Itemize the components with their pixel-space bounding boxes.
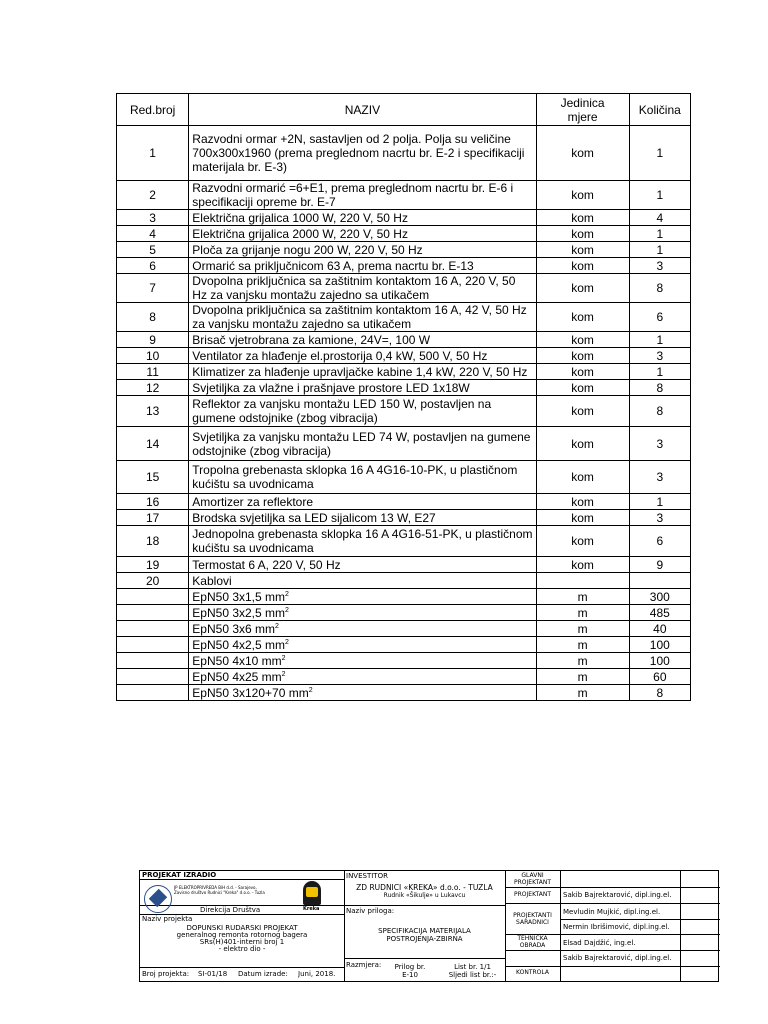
projektant-label: PROJEKTANT: [514, 891, 551, 898]
cable-no: [117, 637, 189, 653]
table-row: [117, 510, 691, 526]
cable-sup: 2: [285, 606, 289, 614]
row-qty: 3: [629, 427, 690, 461]
row-unit: [536, 573, 629, 589]
cable-name: [189, 589, 536, 605]
projekat-izradio-label: PROJEKAT IZRADIO: [142, 871, 217, 879]
specification-table: [116, 93, 691, 701]
row-qty: 6: [629, 303, 690, 332]
cable-name: [189, 685, 536, 701]
row-name: Električna grijalica 2000 W, 220 V, 50 Hz: [189, 226, 536, 242]
row-qty: 6: [629, 526, 690, 557]
cable-name: [189, 669, 536, 685]
row-name: Ormarić sa priključnicom 63 A, prema nacrtu br. E-13: [189, 258, 536, 274]
cable-name-text: EpN50 3x120+70 mm: [192, 685, 309, 700]
row-unit: kom: [536, 557, 629, 573]
row-no: 13: [117, 396, 189, 427]
row-qty: 1: [629, 226, 690, 242]
investitor-line2: Rudnik «Šikulje» u Lukavcu: [383, 892, 466, 899]
row-unit: kom: [536, 181, 629, 210]
cable-qty: 100: [629, 637, 690, 653]
cable-name-text: EpN50 4x2,5 mm: [192, 637, 286, 652]
row-qty: 1: [629, 332, 690, 348]
cable-no: [117, 685, 189, 701]
cable-qty: 60: [629, 669, 690, 685]
project-line4: - elektro dio -: [218, 945, 266, 953]
row-qty: 8: [629, 380, 690, 396]
row-unit: kom: [536, 427, 629, 461]
glavni-projektant-label: GLAVNI PROJEKTANT: [514, 872, 551, 886]
cable-row: [117, 685, 691, 701]
row-unit: kom: [536, 494, 629, 510]
row-no: 17: [117, 510, 189, 526]
row-qty: 1: [629, 494, 690, 510]
table-row: [117, 242, 691, 258]
saradnik1-name: Mevludin Mujkić, dipl.ing.el.: [563, 908, 661, 916]
cable-name-text: EpN50 3x2,5 mm: [192, 605, 286, 620]
row-qty: [629, 573, 690, 589]
row-no: 20: [117, 573, 189, 589]
row-unit: kom: [536, 364, 629, 380]
prilog-line1: SPECIFIKACIJA MATERIJALA: [378, 927, 471, 935]
header-no: Red.broj: [117, 94, 189, 126]
table-row: [117, 364, 691, 380]
row-name: Električna grijalica 1000 W, 220 V, 50 Hz: [189, 210, 536, 226]
prilog-line2: POSTROJENJA-ZBIRNA: [386, 935, 463, 943]
tehnicka-name: Elsad Dajdžić, ing.el.: [563, 939, 636, 947]
cable-sup: 2: [285, 638, 289, 646]
kreka-logo: [303, 881, 321, 905]
table-row: [117, 126, 691, 181]
cable-sup: 2: [281, 670, 286, 678]
cable-qty: 485: [629, 605, 690, 621]
cable-row: [117, 605, 691, 621]
datum-value: Juni, 2018.: [298, 970, 336, 978]
row-name: Razvodni ormarić =6+E1, prema preglednom nacrtu br. E-6 i specifikaciji opreme br. E-7: [189, 181, 536, 210]
company-line1: JP ELEKTROPRIVREDA BiH d.d. - Sarajevo,: [174, 885, 257, 890]
row-name: Termostat 6 A, 220 V, 50 Hz: [189, 557, 536, 573]
row-no: 2: [117, 181, 189, 210]
cable-no: [117, 653, 189, 669]
row-unit: kom: [536, 510, 629, 526]
row-unit: kom: [536, 303, 629, 332]
row-qty: 3: [629, 348, 690, 364]
header-unit: [536, 94, 629, 126]
investitor-line1: ZD RUDNICI «KREKA» d.o.o. - TUZLA: [356, 884, 493, 892]
cable-no: [117, 589, 189, 605]
table-row: [117, 303, 691, 332]
row-unit: kom: [536, 242, 629, 258]
table-row: [117, 380, 691, 396]
cable-sup: 2: [281, 654, 286, 662]
investitor-label: INVESTITOR: [346, 872, 388, 880]
row-unit: kom: [536, 348, 629, 364]
row-qty: 1: [629, 126, 690, 181]
row-qty: 3: [629, 510, 690, 526]
row-unit: kom: [536, 380, 629, 396]
row-name: Kablovi: [189, 573, 536, 589]
cable-name: [189, 621, 536, 637]
table-row: [117, 181, 691, 210]
cable-unit: m: [536, 589, 629, 605]
row-no: 7: [117, 274, 189, 303]
company-line2: Zavisno društvo Rudnici "Kreka" d.o.o. - Tuzla: [174, 890, 265, 895]
row-no: 5: [117, 242, 189, 258]
table-row: [117, 348, 691, 364]
row-name: Reflektor za vanjsku montažu LED 150 W, postavljen na gumene odstojnike (zbog vibracija): [189, 396, 536, 427]
cable-unit: m: [536, 653, 629, 669]
cable-unit: m: [536, 669, 629, 685]
row-qty: 3: [629, 461, 690, 494]
cable-name: [189, 653, 536, 669]
tehnicka-obrada-label: TEHNIČKA OBRADA: [517, 935, 548, 949]
row-name: Brisač vjetrobrana za kamione, 24V=, 100 W: [189, 332, 536, 348]
prilog-br: [390, 963, 430, 979]
table-row: [117, 396, 691, 427]
saradnik2-name: Nermin Ibrišimović, dipl.ing.el.: [563, 923, 670, 931]
table-row: [117, 573, 691, 589]
project-line1: DOPUNSKI RUDARSKI PROJEKAT: [186, 925, 298, 932]
cable-no: [117, 669, 189, 685]
kontrola-name: Sakib Bajrektarović, dipl.ing.el.: [563, 954, 672, 962]
row-qty: 1: [629, 364, 690, 380]
cable-qty: 8: [629, 685, 690, 701]
row-qty: 9: [629, 557, 690, 573]
cable-row: [117, 637, 691, 653]
ep-logo: [144, 885, 172, 913]
row-no: 18: [117, 526, 189, 557]
cable-sup: 2: [308, 686, 313, 694]
investitor-name: [344, 884, 505, 900]
row-qty: 4: [629, 210, 690, 226]
row-qty: 1: [629, 181, 690, 210]
cable-unit: m: [536, 605, 629, 621]
row-no: 14: [117, 427, 189, 461]
table-row: [117, 274, 691, 303]
header-qty: Količina: [629, 94, 690, 126]
header-unit-line1: Jedinica: [560, 95, 605, 110]
sljedi-list: Sljedi list br.:-: [448, 971, 497, 979]
row-unit: kom: [536, 274, 629, 303]
row-unit: kom: [536, 126, 629, 181]
row-no: 8: [117, 303, 189, 332]
table-row: [117, 210, 691, 226]
cable-row: [117, 653, 691, 669]
list-info: [440, 963, 505, 979]
datum-label: Datum izrade:: [238, 970, 288, 978]
kreka-logo-text: Kreka: [303, 906, 320, 912]
table-row: [117, 332, 691, 348]
row-qty: 1: [629, 242, 690, 258]
table-header-row: [117, 94, 691, 126]
list-br: List br. 1/1: [454, 963, 491, 971]
row-unit: kom: [536, 396, 629, 427]
header-unit-line2: mjere: [567, 109, 598, 124]
table-row: [117, 226, 691, 242]
row-no: 11: [117, 364, 189, 380]
naziv-projekta-label: Naziv projekta: [142, 915, 193, 923]
company-name: [174, 885, 302, 895]
prilog-br-label: Prilog br.: [394, 963, 426, 971]
table-row: [117, 461, 691, 494]
row-no: 6: [117, 258, 189, 274]
cable-row: [117, 669, 691, 685]
kontrola-label: KONTROLA: [516, 969, 549, 976]
row-name: Razvodni ormar +2N, sastavljen od 2 polja. Polja su veličine 700x300x1960 (prema preglednom nacrtu br. E-2 i specifikaciji materijala br. E-3): [189, 126, 536, 181]
projektanti-saradnici-label: PROJEKTANTI SARADNICI: [513, 912, 552, 926]
cable-no: [117, 605, 189, 621]
row-name: Klimatizer za hlađenje upravljačke kabine 1,4 kW, 220 V, 50 Hz: [189, 364, 536, 380]
row-unit: kom: [536, 461, 629, 494]
row-name: Brodska svjetiljka sa LED sijalicom 13 W, E27: [189, 510, 536, 526]
row-name: Amortizer za reflektore: [189, 494, 536, 510]
project-line3: SRs(H)401-interni broj 1: [199, 938, 285, 946]
row-qty: 8: [629, 274, 690, 303]
project-name: [140, 925, 344, 953]
cable-row: [117, 589, 691, 605]
row-unit: kom: [536, 210, 629, 226]
row-no: 16: [117, 494, 189, 510]
row-name: Svjetiljka za vlažne i prašnjave prostore LED 1x18W: [189, 380, 536, 396]
cable-qty: 300: [629, 589, 690, 605]
cable-no: [117, 621, 189, 637]
row-unit: kom: [536, 332, 629, 348]
cable-unit: m: [536, 621, 629, 637]
cable-row: [117, 621, 691, 637]
project-line2: generalnog remonta rotornog bagera: [176, 931, 308, 939]
row-no: 19: [117, 557, 189, 573]
row-no: 10: [117, 348, 189, 364]
table-row: [117, 526, 691, 557]
row-no: 4: [117, 226, 189, 242]
cable-name-text: EpN50 3x6 mm: [192, 621, 275, 636]
header-name: NAZIV: [189, 94, 536, 126]
row-no: 1: [117, 126, 189, 181]
row-no: 9: [117, 332, 189, 348]
broj-projekta-label: Broj projekta:: [142, 970, 190, 978]
table-row: [117, 557, 691, 573]
row-name: Jednopolna grebenasta sklopka 16 A 4G16-51-PK, u plastičnom kućištu sa uvodnicama: [189, 526, 536, 557]
row-no: 3: [117, 210, 189, 226]
table-row: [117, 427, 691, 461]
broj-projekta-value: ŠI-01/18: [198, 970, 228, 978]
cable-unit: m: [536, 637, 629, 653]
cable-sup: 2: [285, 590, 289, 598]
projektant-name: Sakib Bajrektarović, dipl.ing.el.: [563, 891, 672, 899]
row-name: Svjetiljka za vanjsku montažu LED 74 W, postavljen na gumene odstojnike (zbog vibracija): [189, 427, 536, 461]
row-no: 12: [117, 380, 189, 396]
row-unit: kom: [536, 258, 629, 274]
cable-name-text: EpN50 3x1,5 mm: [192, 589, 286, 604]
cable-name-text: EpN50 4x10 mm: [192, 653, 282, 668]
cable-name: [189, 637, 536, 653]
row-name: Dvopolna priključnica sa zaštitnim kontaktom 16 A, 42 V, 50 Hz za vanjsku montažu zajedno sa utikačem: [189, 303, 536, 332]
prilog-name: [344, 927, 505, 943]
naziv-priloga-label: Naziv priloga:: [346, 907, 395, 915]
row-name: Ventilator za hlađenje el.prostorija 0,4 kW, 500 V, 50 Hz: [189, 348, 536, 364]
row-name: Tropolna grebenasta sklopka 16 A 4G16-10-PK, u plastičnom kućištu sa uvodnicama: [189, 461, 536, 494]
row-name: Dvopolna priključnica sa zaštitnim kontaktom 16 A, 220 V, 50 Hz za vanjsku montažu zajedno sa utikačem: [189, 274, 536, 303]
direkcija-label: Direkcija Društva: [200, 906, 261, 914]
table-row: [117, 494, 691, 510]
cable-unit: m: [536, 685, 629, 701]
row-name: Ploča za grijanje nogu 200 W, 220 V, 50 Hz: [189, 242, 536, 258]
cable-name: [189, 605, 536, 621]
title-block: [139, 870, 719, 982]
cable-qty: 100: [629, 653, 690, 669]
row-qty: 3: [629, 258, 690, 274]
cable-sup: 2: [275, 622, 279, 630]
razmjera-label: Razmjera:: [346, 961, 382, 969]
cable-qty: 40: [629, 621, 690, 637]
row-no: 15: [117, 461, 189, 494]
row-qty: 8: [629, 396, 690, 427]
table-row: [117, 258, 691, 274]
prilog-br-value: E-10: [402, 971, 418, 979]
row-unit: kom: [536, 226, 629, 242]
row-unit: kom: [536, 526, 629, 557]
cable-name-text: EpN50 4x25 mm: [192, 669, 282, 684]
